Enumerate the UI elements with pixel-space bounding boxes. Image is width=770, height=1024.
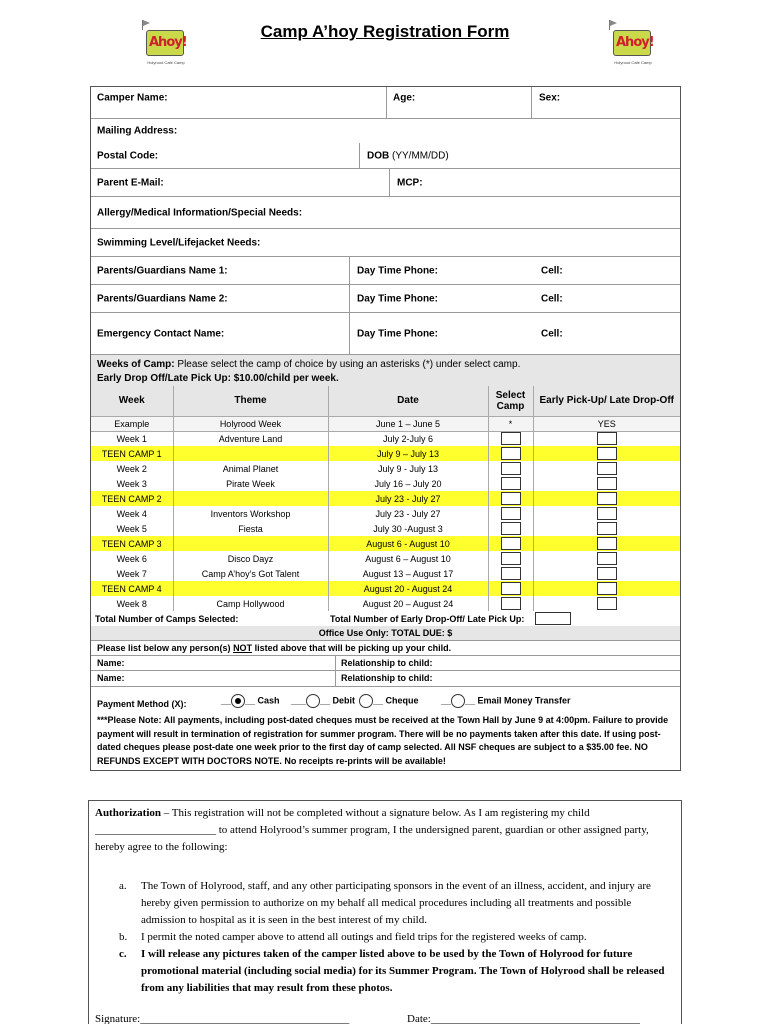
camp-week-row: [91, 431, 680, 446]
camp-date: July 30 -August 3: [328, 521, 488, 536]
payment-emt[interactable]: __ __ Email Money Transfer: [441, 694, 571, 708]
radio-icon[interactable]: [451, 694, 465, 708]
col-select: Select Camp: [488, 386, 533, 416]
camp-theme: [173, 491, 328, 506]
camp-date: August 6 – August 10: [328, 551, 488, 566]
camp-week: Week 7: [91, 566, 173, 581]
select-camp-cell: [488, 566, 533, 581]
signature-field[interactable]: Signature:______________________________________: [95, 1013, 350, 1024]
camp-week: Week 5: [91, 521, 173, 536]
select-camp-checkbox[interactable]: [501, 582, 521, 595]
camp-date: July 23 - July 27: [328, 491, 488, 506]
age-label[interactable]: Age:: [393, 92, 416, 104]
camp-theme: Camp A’hoy’s Got Talent: [173, 566, 328, 581]
cell-label[interactable]: Cell:: [541, 293, 563, 304]
early-pickup-checkbox[interactable]: [597, 432, 617, 445]
pickup-row-1: [91, 656, 680, 671]
guardian2-row: [91, 285, 680, 313]
early-pickup-checkbox[interactable]: [597, 582, 617, 595]
early-pickup-cell: [533, 506, 680, 521]
camp-date: July 9 - July 13: [328, 461, 488, 476]
pickup-instruction: Please list below any person(s) NOT listed above that will be picking up your child.: [97, 643, 452, 653]
col-early: Early Pick-Up/ Late Drop-Off: [533, 386, 680, 416]
dob-label[interactable]: DOB (YY/MM/DD): [367, 150, 449, 161]
select-camp-checkbox[interactable]: [501, 462, 521, 475]
example-date: June 1 – June 5: [328, 416, 488, 431]
camp-table-header: [91, 386, 680, 416]
logo-text: Ahoy!: [616, 35, 654, 50]
camp-week-row: [91, 551, 680, 566]
early-pickup-cell: [533, 491, 680, 506]
camp-week: TEEN CAMP 4: [91, 581, 173, 596]
payment-row: [91, 686, 680, 714]
guardian2-label[interactable]: Parents/Guardians Name 2:: [97, 293, 228, 304]
logo-text: Ahoy!: [149, 35, 187, 50]
select-camp-cell: [488, 446, 533, 461]
relationship-label[interactable]: Relationship to child:: [341, 673, 433, 683]
weeks-section: [91, 355, 680, 626]
early-drop-note: Early Drop Off/Late Pick Up: $10.00/child per week.: [97, 373, 339, 384]
camp-week-row: [91, 596, 680, 611]
select-camp-cell: [488, 476, 533, 491]
auth-item-b: b. I permit the noted camper above to attend all outings and field trips for the registered weeks of camp.: [119, 931, 587, 943]
select-camp-checkbox[interactable]: [501, 552, 521, 565]
early-pickup-checkbox[interactable]: [597, 477, 617, 490]
parent-email-label[interactable]: Parent E-Mail:: [97, 177, 164, 188]
allergy-label[interactable]: Allergy/Medical Information/Special Needs:: [97, 207, 303, 218]
office-use-label: Office Use Only: TOTAL DUE: $: [318, 628, 453, 638]
camp-week: Week 3: [91, 476, 173, 491]
select-camp-cell: [488, 521, 533, 536]
day-phone-label[interactable]: Day Time Phone:: [357, 265, 438, 276]
camp-theme: Pirate Week: [173, 476, 328, 491]
weeks-label: Weeks of Camp:: [97, 359, 175, 370]
logo-caption: Holyrood Café Camp: [147, 60, 185, 65]
mailing-address-label[interactable]: Mailing Address:: [97, 125, 178, 137]
totals-row: [91, 611, 680, 626]
mailing-row: [91, 119, 680, 143]
authorization-section: [88, 800, 682, 1024]
select-camp-cell: [488, 461, 533, 476]
office-use-row: [91, 626, 680, 641]
camp-theme: Adventure Land: [173, 431, 328, 446]
select-camp-checkbox[interactable]: [501, 537, 521, 550]
radio-icon[interactable]: [359, 694, 373, 708]
guardian1-row: [91, 257, 680, 285]
camp-theme: Animal Planet: [173, 461, 328, 476]
camp-date: July 9 – July 13: [328, 446, 488, 461]
select-camp-checkbox[interactable]: [501, 477, 521, 490]
early-pickup-cell: [533, 566, 680, 581]
total-early-box[interactable]: [535, 612, 571, 625]
camp-week: Week 2: [91, 461, 173, 476]
example-theme: Holyrood Week: [173, 416, 328, 431]
teen-camp-row: [91, 536, 680, 551]
camp-theme: Fiesta: [173, 521, 328, 536]
payment-cash[interactable]: __ __ Cash: [221, 694, 280, 708]
example-select: *: [488, 416, 533, 431]
registration-form: [90, 86, 681, 771]
select-camp-cell: [488, 491, 533, 506]
camp-date: August 20 - August 24: [328, 581, 488, 596]
example-row: [91, 416, 680, 431]
camp-week-row: [91, 521, 680, 536]
day-phone-label[interactable]: Day Time Phone:: [357, 328, 438, 339]
early-pickup-cell: [533, 596, 680, 611]
col-theme: Theme: [173, 386, 328, 416]
camp-theme: [173, 581, 328, 596]
swimming-label[interactable]: Swimming Level/Lifejacket Needs:: [97, 237, 261, 248]
auth-item-a: a. The Town of Holyrood, staff, and any other participating sponsors in the event of an illness, accident, and injury are hereby given permission to authorize on my behalf all medical procedures including all treatments and possible admission to hospital as it is seen in the best interest of my child.: [119, 880, 651, 926]
early-pickup-checkbox[interactable]: [597, 567, 617, 580]
cell-label[interactable]: Cell:: [541, 328, 563, 339]
day-phone-label[interactable]: Day Time Phone:: [357, 293, 438, 304]
camp-week: TEEN CAMP 2: [91, 491, 173, 506]
postal-row: [91, 143, 680, 169]
date-field[interactable]: Date:______________________________________: [407, 1013, 640, 1024]
camp-week: Week 1: [91, 431, 173, 446]
cell-label[interactable]: Cell:: [541, 265, 563, 276]
total-camps-label: Total Number of Camps Selected:: [91, 611, 328, 626]
total-early-label: Total Number of Early Drop-Off/ Late Pick Up:: [328, 611, 533, 626]
camp-theme: [173, 446, 328, 461]
early-pickup-cell: [533, 446, 680, 461]
email-row: [91, 169, 680, 197]
camp-week-row: [91, 506, 680, 521]
payment-debit[interactable]: ___ __ Debit: [291, 694, 355, 708]
pickup-instruction-row: [91, 641, 680, 656]
select-camp-cell: [488, 506, 533, 521]
emergency-row: [91, 313, 680, 355]
pickup-row-2: [91, 671, 680, 686]
early-pickup-cell: [533, 461, 680, 476]
camper-row: [91, 87, 680, 119]
early-pickup-cell: [533, 581, 680, 596]
early-pickup-checkbox[interactable]: [597, 552, 617, 565]
example-early: YES: [533, 416, 680, 431]
auth-item-c: c. I will release any pictures taken of the camper listed above to be used by the Town of Holyrood for future promotional material (including social media) for its Summer Program. The Town of Holyrood shall be released from any liabilities that may result from these photos.: [119, 948, 665, 994]
early-pickup-checkbox[interactable]: [597, 447, 617, 460]
select-camp-cell: [488, 581, 533, 596]
relationship-label[interactable]: Relationship to child:: [341, 658, 433, 668]
camp-week: TEEN CAMP 3: [91, 536, 173, 551]
camp-week-row: [91, 476, 680, 491]
select-camp-checkbox[interactable]: [501, 597, 521, 610]
pickup-name-label[interactable]: Name:: [97, 673, 125, 683]
camp-week-row: [91, 461, 680, 476]
select-camp-checkbox[interactable]: [501, 522, 521, 535]
postal-code-label[interactable]: Postal Code:: [97, 150, 159, 161]
camp-week-row: [91, 566, 680, 581]
early-pickup-cell: [533, 551, 680, 566]
select-camp-cell: [488, 536, 533, 551]
teen-camp-row: [91, 446, 680, 461]
teen-camp-row: [91, 581, 680, 596]
signature-row: [95, 1011, 675, 1024]
swimming-row: [91, 229, 680, 257]
page-title: Camp A’hoy Registration Form: [260, 22, 510, 41]
guardian1-label[interactable]: Parents/Guardians Name 1:: [97, 265, 228, 276]
mcp-label[interactable]: MCP:: [397, 177, 423, 188]
camp-table: [91, 386, 680, 626]
early-pickup-cell: [533, 536, 680, 551]
camp-theme: Inventors Workshop: [173, 506, 328, 521]
sex-label[interactable]: Sex:: [539, 92, 561, 104]
select-camp-checkbox[interactable]: [501, 567, 521, 580]
camp-date: July 16 – July 20: [328, 476, 488, 491]
camp-date: August 13 – August 17: [328, 566, 488, 581]
radio-icon[interactable]: [231, 694, 245, 708]
early-pickup-checkbox[interactable]: [597, 507, 617, 520]
example-week: Example: [91, 416, 173, 431]
select-camp-cell: [488, 431, 533, 446]
camp-date: July 23 - July 27: [328, 506, 488, 521]
allergy-row: [91, 197, 680, 229]
emergency-label[interactable]: Emergency Contact Name:: [97, 328, 225, 339]
camper-name-label[interactable]: Camper Name:: [97, 92, 168, 104]
camp-theme: [173, 536, 328, 551]
payment-note: ***Please Note: All payments, including post-dated cheques must be received at the Town Hall by June 9 at 4:00pm. Failure to provide payment will result in termination of registration for summer program. There will be no payments taken after this date. If using post-dated cheques please post-date one week prior to the first day of camp selected. All NSF cheques are subject to a $35.00 fee. NO REFUNDS EXCEPT WITH DOCTORS NOTE. No receipts re-prints will be available!: [97, 715, 669, 766]
pickup-name-label[interactable]: Name:: [97, 658, 125, 668]
select-camp-checkbox[interactable]: [501, 507, 521, 520]
early-pickup-checkbox[interactable]: [597, 597, 617, 610]
early-pickup-checkbox[interactable]: [597, 522, 617, 535]
select-camp-cell: [488, 596, 533, 611]
early-pickup-checkbox[interactable]: [597, 537, 617, 550]
select-camp-checkbox[interactable]: [501, 432, 521, 445]
camp-week: Week 8: [91, 596, 173, 611]
col-week: Week: [118, 395, 145, 407]
col-date: Date: [328, 386, 488, 416]
weeks-instruction: Please select the camp of choice by using an asterisks (*) under select camp.: [177, 359, 521, 370]
early-pickup-cell: [533, 521, 680, 536]
weeks-header: [91, 355, 680, 386]
select-camp-checkbox[interactable]: [501, 447, 521, 460]
camp-date: August 20 – August 24: [328, 596, 488, 611]
camp-theme: Disco Dayz: [173, 551, 328, 566]
early-pickup-checkbox[interactable]: [597, 492, 617, 505]
camp-date: August 6 - August 10: [328, 536, 488, 551]
radio-icon[interactable]: [306, 694, 320, 708]
info-section: [91, 626, 680, 770]
logo-caption: Holyrood Café Camp: [614, 60, 652, 65]
camp-theme: Camp Hollywood: [173, 596, 328, 611]
auth-intro: Authorization – This registration will not be completed without a signature below. As I am registering my child ______________________ to attend Holyrood’s summer program, I the undersigned parent, guardian or other assigned party, hereby agree to the following:: [95, 807, 649, 853]
camp-week: Week 6: [91, 551, 173, 566]
camp-week: Week 4: [91, 506, 173, 521]
teen-camp-row: [91, 491, 680, 506]
camp-week: TEEN CAMP 1: [91, 446, 173, 461]
camp-date: July 2-July 6: [328, 431, 488, 446]
payment-label: Payment Method (X):: [97, 699, 187, 709]
payment-cheque[interactable]: __ Cheque: [359, 694, 419, 708]
early-pickup-cell: [533, 431, 680, 446]
early-pickup-cell: [533, 476, 680, 491]
select-camp-checkbox[interactable]: [501, 492, 521, 505]
early-pickup-checkbox[interactable]: [597, 462, 617, 475]
select-camp-cell: [488, 551, 533, 566]
